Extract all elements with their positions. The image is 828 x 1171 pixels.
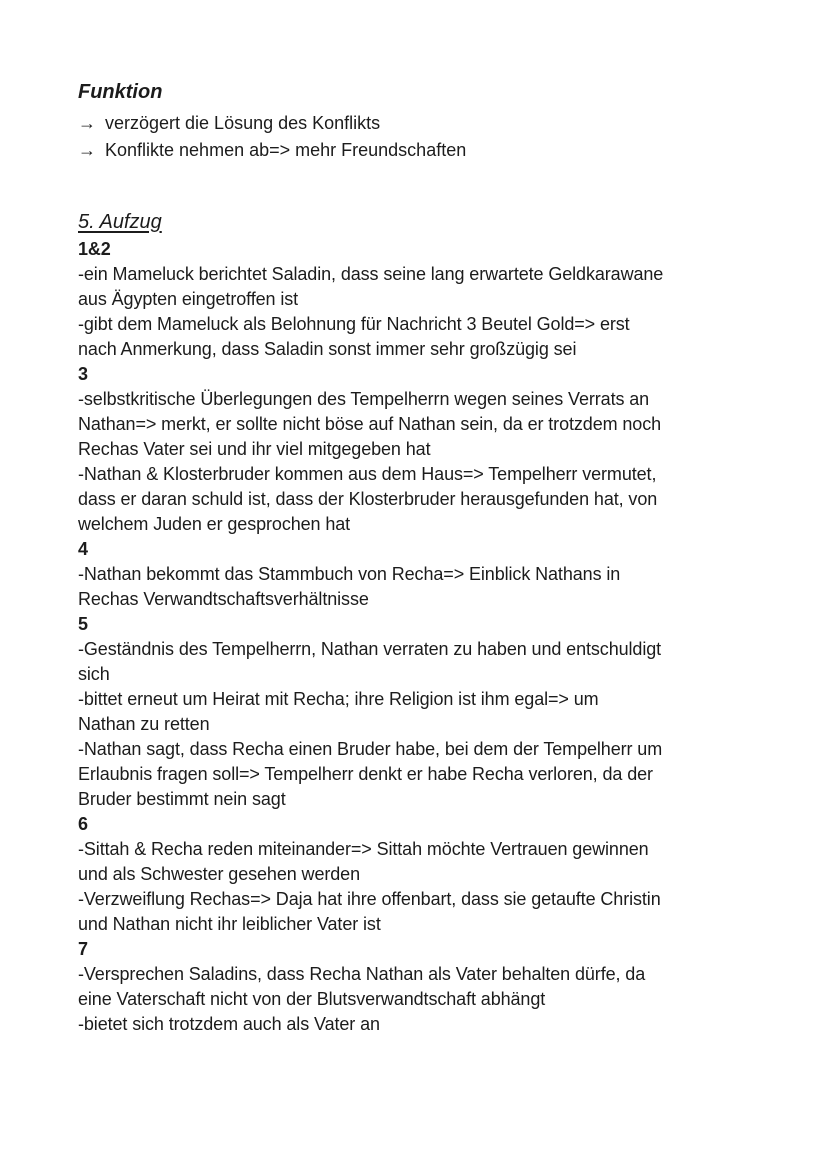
- note-line: sich: [78, 664, 110, 684]
- note-line: Rechas Verwandtschaftsverhältnisse: [78, 589, 369, 609]
- note-line: -selbstkritische Überlegungen des Tempelherrn wegen seines Verrats an: [78, 389, 650, 409]
- funktion-bullet: [78, 137, 792, 164]
- note-line: -Verzweiflung Rechas=> Daja hat ihre offenbart, dass sie getaufte Christin: [78, 889, 661, 909]
- arrow-right-icon: →: [78, 113, 96, 133]
- scene-number: 5: [78, 614, 88, 634]
- note-line: -bietet sich trotzdem auch als Vater an: [78, 1014, 380, 1034]
- note-line: dass er daran schuld ist, dass der Klosterbruder herausgefunden hat, von: [78, 489, 658, 509]
- note-line: und Nathan nicht ihr leiblicher Vater ist: [78, 914, 381, 934]
- aufzug-section: [78, 210, 792, 1037]
- scene-number: 7: [78, 939, 88, 959]
- arrow-right-icon: →: [78, 140, 96, 160]
- note-line: Nathan=> merkt, er sollte nicht böse auf Nathan sein, da er trotzdem noch: [78, 414, 662, 434]
- note-line: -Nathan bekommt das Stammbuch von Recha=> Einblick Nathans in: [78, 564, 621, 584]
- note-line: welchem Juden er gesprochen hat: [78, 514, 351, 534]
- note-line: Rechas Vater sei und ihr viel mitgegeben hat: [78, 439, 431, 459]
- scene-number: 6: [78, 814, 88, 834]
- note-line: Bruder bestimmt nein sagt: [78, 789, 286, 809]
- note-line: aus Ägypten eingetroffen ist: [78, 289, 299, 309]
- note-line: Erlaubnis fragen soll=> Tempelherr denkt er habe Recha verloren, da der: [78, 764, 653, 784]
- note-line: eine Vaterschaft nicht von der Blutsverwandtschaft abhängt: [78, 989, 546, 1009]
- note-line: nach Anmerkung, dass Saladin sonst immer sehr großzügig sei: [78, 339, 577, 359]
- note-line: -ein Mameluck berichtet Saladin, dass seine lang erwartete Geldkarawane: [78, 264, 664, 284]
- aufzug-heading: 5. Aufzug: [78, 211, 162, 233]
- note-line: -Sittah & Recha reden miteinander=> Sittah möchte Vertrauen gewinnen: [78, 839, 649, 859]
- funktion-section: [78, 80, 792, 164]
- scene-number: 3: [78, 364, 88, 384]
- scene-number: 4: [78, 539, 88, 559]
- note-line: -Geständnis des Tempelherrn, Nathan verraten zu haben und entschuldigt: [78, 639, 662, 659]
- funktion-bullet-text: Konflikte nehmen ab=> mehr Freundschaften: [105, 140, 467, 160]
- note-line: -bittet erneut um Heirat mit Recha; ihre Religion ist ihm egal=> um: [78, 689, 599, 709]
- note-line: -Versprechen Saladins, dass Recha Nathan als Vater behalten dürfe, da: [78, 964, 646, 984]
- note-line: und als Schwester gesehen werden: [78, 864, 360, 884]
- aufzug-notes: [78, 237, 792, 1037]
- note-line: -Nathan & Klosterbruder kommen aus dem Haus=> Tempelherr vermutet,: [78, 464, 657, 484]
- funktion-bullet: [78, 110, 792, 137]
- scene-number: 1&2: [78, 239, 111, 259]
- note-line: Nathan zu retten: [78, 714, 210, 734]
- funktion-heading: Funktion: [78, 81, 163, 103]
- note-line: -gibt dem Mameluck als Belohnung für Nachricht 3 Beutel Gold=> erst: [78, 314, 630, 334]
- funktion-bullet-text: verzögert die Lösung des Konflikts: [105, 113, 381, 133]
- note-line: -Nathan sagt, dass Recha einen Bruder habe, bei dem der Tempelherr um: [78, 739, 663, 759]
